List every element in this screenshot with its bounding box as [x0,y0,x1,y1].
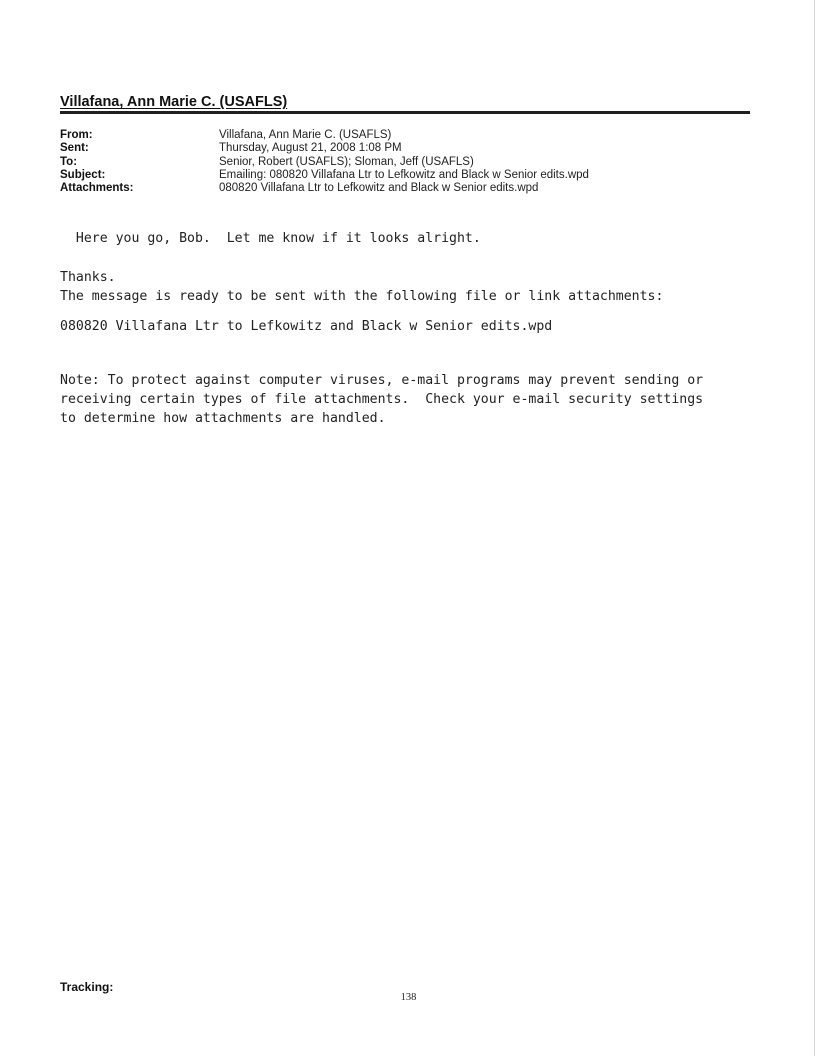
attachments-label: Attachments: [60,182,134,195]
header-row-sent [60,142,750,155]
subject-label: Subject: [60,168,106,181]
header-row-subject [60,169,750,182]
sent-label: Sent: [60,142,89,155]
subject-value: Emailing: 080820 Villafana Ltr to Lefkowitz and Black w Senior edits.wpd [219,168,589,181]
to-value: Senior, Robert (USAFLS); Sloman, Jeff (USAFLS) [219,155,474,168]
sender-title: Villafana, Ann Marie C. (USAFLS) [60,94,288,110]
body-thanks: Thanks. The message is ready to be sent with the following file or link attachments: [60,270,664,304]
title-rule [60,111,750,114]
header-row-attachments [60,182,750,195]
header-row-to [60,156,750,169]
from-label: From: [60,129,93,141]
page-edge-line [814,0,815,1056]
tracking-label: Tracking: [60,980,114,994]
to-label: To: [60,155,78,168]
from-value: Villafana, Ann Marie C. (USAFLS) [219,129,392,141]
body-greeting: Here you go, Bob. Let me know if it looks alright. [60,231,481,246]
sent-value: Thursday, August 21, 2008 1:08 PM [219,142,402,155]
body-attachment-filename: 080820 Villafana Ltr to Lefkowitz and Black w Senior edits.wpd [60,319,553,334]
email-headers [60,129,750,195]
page-number: 138 [400,992,417,1003]
attachments-value: 080820 Villafana Ltr to Lefkowitz and Black w Senior edits.wpd [219,182,539,195]
header-row-from [60,129,750,142]
body-security-note: Note: To protect against computer viruses, e-mail programs may prevent sending or receiving certain types of file attachments. Check your e-mail security settings to determine how attachments are handled. [60,373,704,426]
